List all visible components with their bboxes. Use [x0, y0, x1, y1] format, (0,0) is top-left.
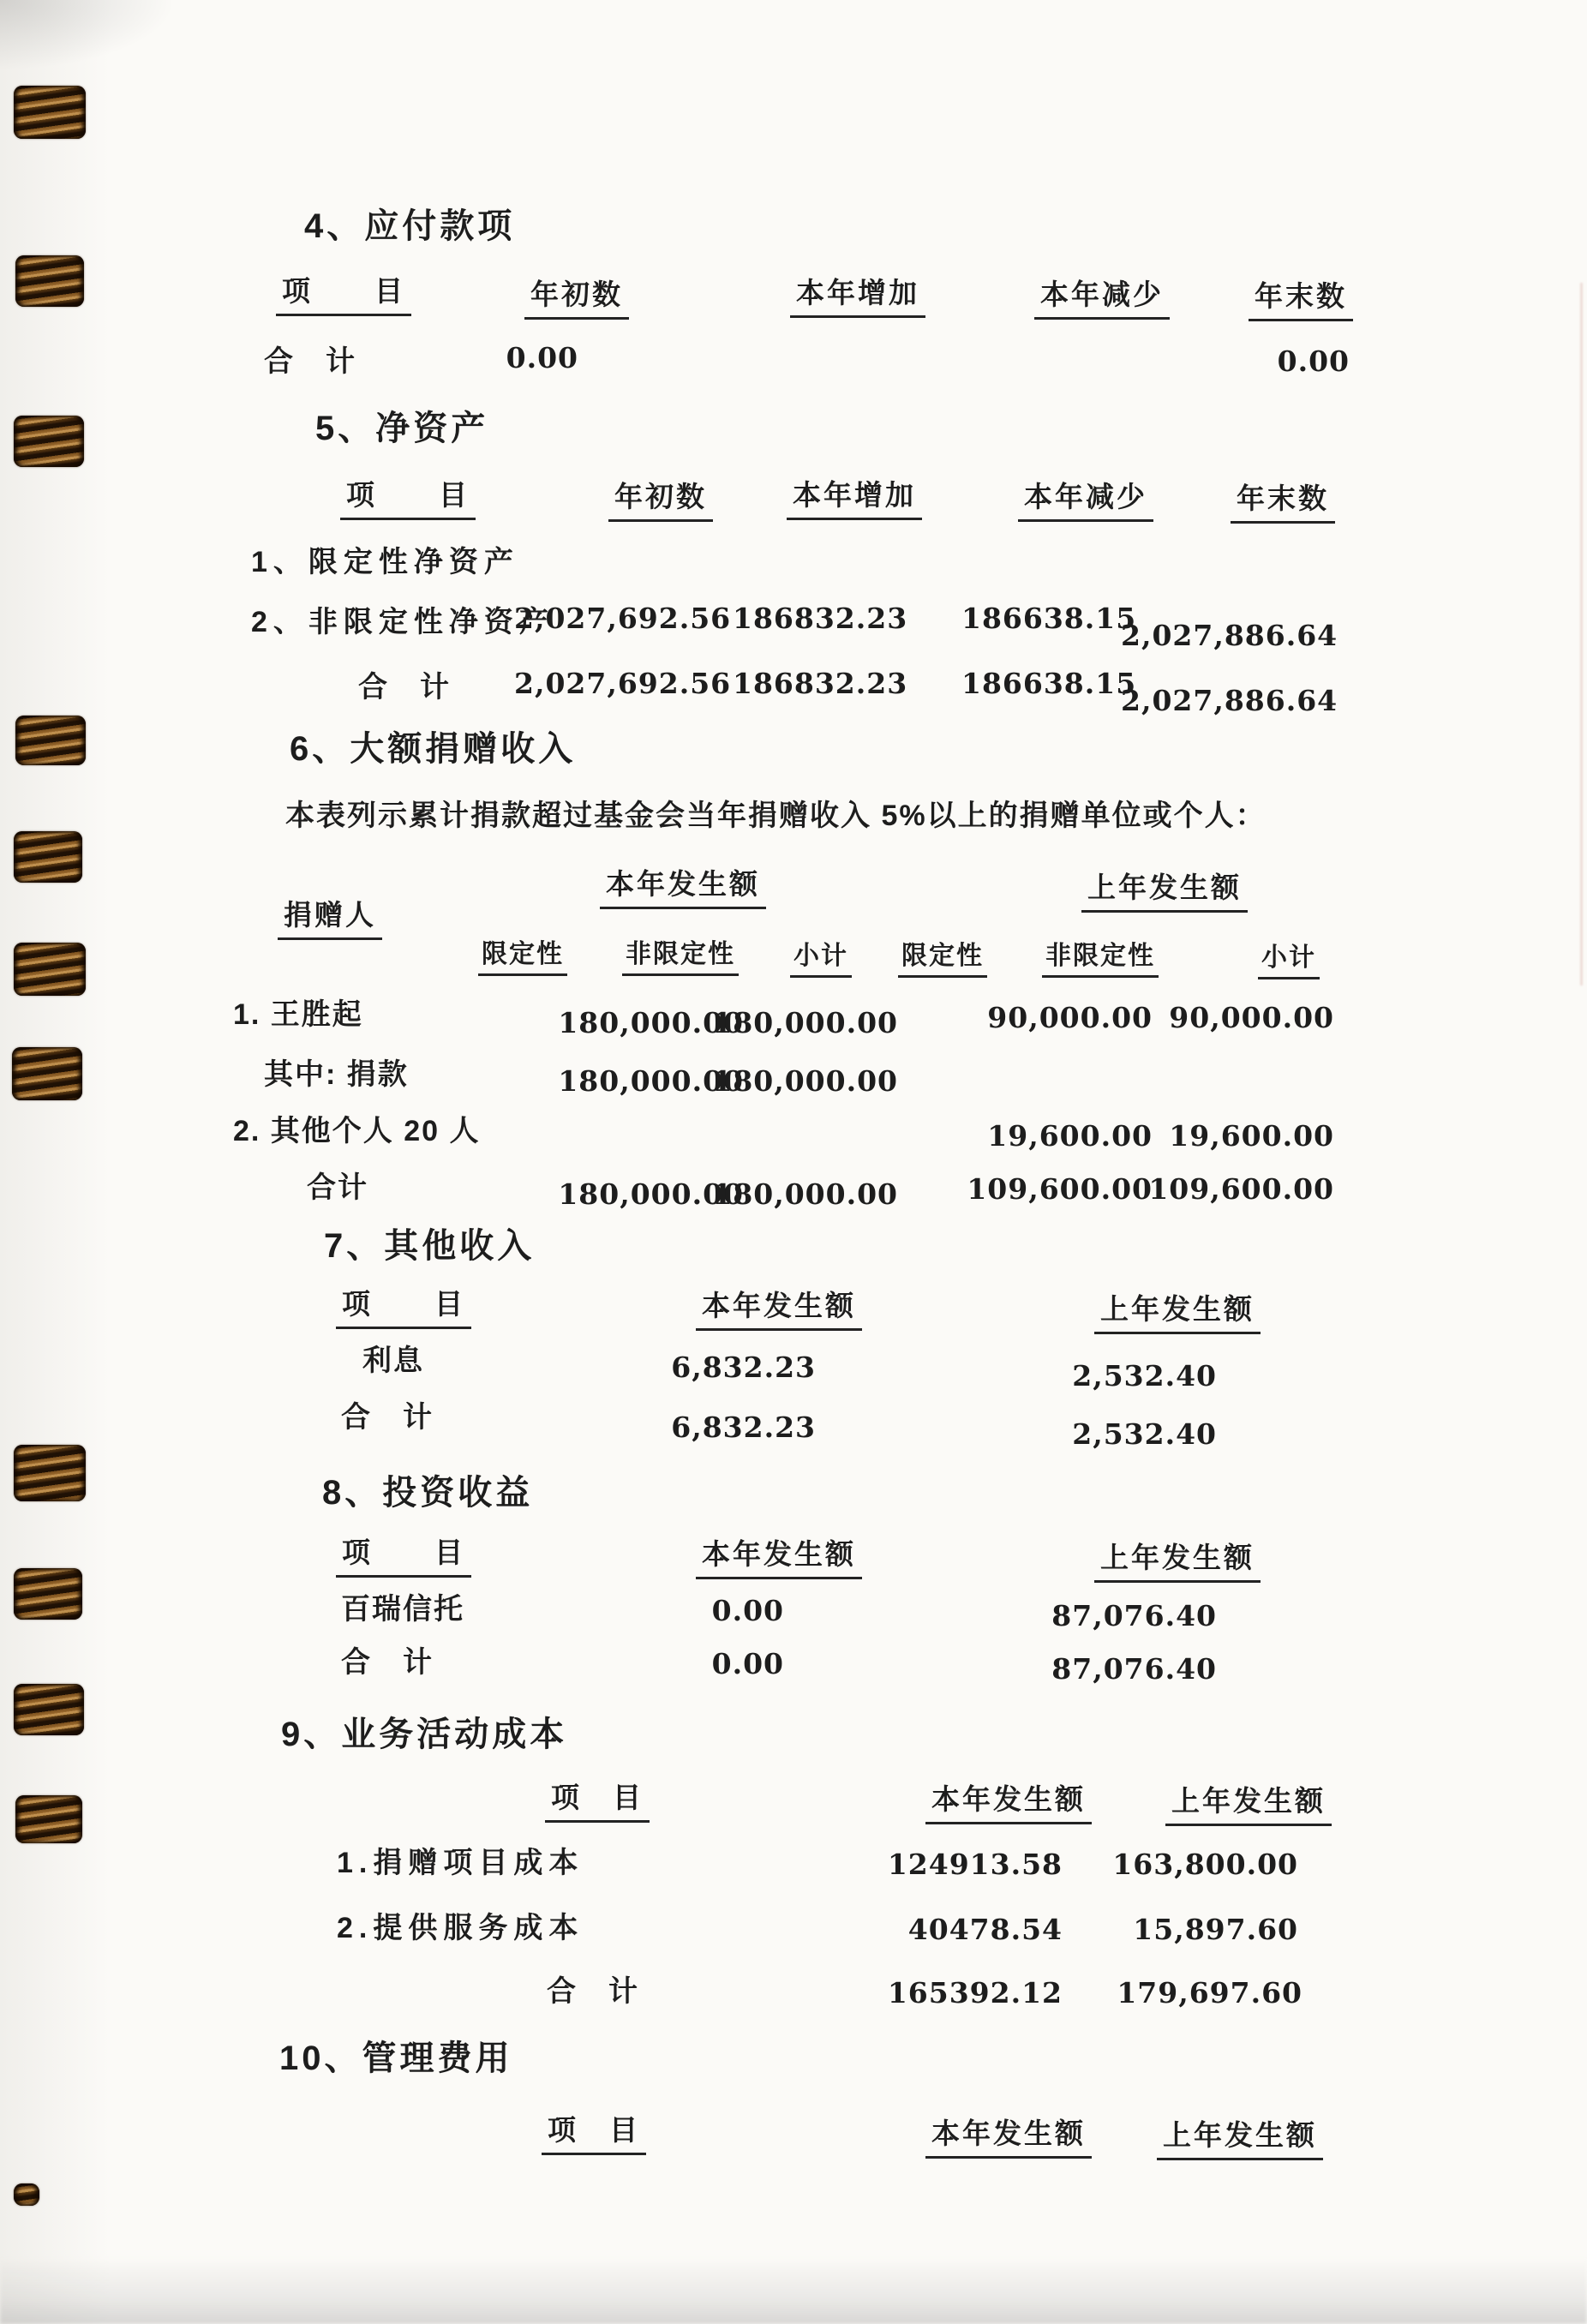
- s6-row3-label: 2. 其他个人 20 人: [233, 1115, 481, 1147]
- s6-col-donor: 捐赠人: [278, 893, 382, 940]
- s7-interest-current: 6,832.23: [671, 1351, 816, 1384]
- s7-col-current-year: 本年发生额: [696, 1284, 862, 1331]
- s8-col-previous-year: 上年发生额: [1094, 1536, 1261, 1583]
- s6-row2-subtotal-cur: 180,000.00: [712, 1064, 898, 1098]
- scan-shadow-left: [0, 0, 120, 2324]
- s6-col-current-year: 本年发生额: [600, 862, 766, 909]
- s10-col-item: 项 目: [542, 2108, 646, 2155]
- s6-note: 本表列示累计捐款超过基金会当年捐赠收入 5%以上的捐赠单位或个人：: [285, 800, 1267, 832]
- s5-total-label: 合 计: [358, 671, 451, 704]
- s7-total-previous: 2,532.40: [1072, 1417, 1217, 1451]
- s9-service-cost-previous: 15,897.60: [1133, 1913, 1298, 1946]
- scan-haze-bottom: [0, 2257, 1587, 2324]
- s6-sub-unrestricted-cur: 非限定性: [622, 932, 739, 976]
- s8-col-item: 项 目: [336, 1530, 471, 1578]
- s7-col-previous-year: 上年发生额: [1094, 1287, 1261, 1334]
- s4-total-label: 合 计: [264, 345, 356, 378]
- page-edge-line: [1580, 283, 1583, 985]
- s6-sub-restricted-cur: 限定性: [478, 932, 567, 976]
- s5-total-increase: 186832.23: [733, 667, 908, 700]
- s9-col-item: 项 目: [545, 1776, 650, 1823]
- binding-stitch-mark: [14, 416, 84, 467]
- s4-col-item: 项 目: [276, 269, 411, 316]
- s6-total-subtotal-cur: 180,000.00: [712, 1177, 898, 1211]
- s10-col-previous-year: 上年发生额: [1157, 2113, 1323, 2160]
- binding-stitch-mark: [14, 1684, 84, 1735]
- section-5-title: 5、净资产: [315, 410, 489, 447]
- s5-col-year-end: 年末数: [1231, 476, 1335, 524]
- s9-total-current: 165392.12: [887, 1976, 1063, 2010]
- section-6-title: 6、大额捐赠收入: [290, 730, 577, 768]
- s5-total-decrease: 186638.15: [961, 667, 1137, 700]
- section-7-title: 7、其他收入: [324, 1227, 536, 1265]
- s5-col-year-increase: 本年增加: [787, 473, 922, 520]
- s6-sub-unrestricted-prev: 非限定性: [1042, 934, 1159, 978]
- s4-col-year-end: 年末数: [1249, 274, 1353, 321]
- s6-total-subtotal-prev: 109,600.00: [1148, 1172, 1334, 1206]
- s6-row1-label: 1. 王胜起: [233, 998, 363, 1031]
- s5-total-year-end: 2,027,886.64: [1121, 684, 1338, 717]
- s6-row3-subtotal-prev: 19,600.00: [1169, 1119, 1334, 1153]
- s8-total-label: 合 计: [341, 1646, 434, 1679]
- s6-col-previous-year: 上年发生额: [1081, 866, 1248, 913]
- s6-total-label: 合计: [307, 1171, 368, 1204]
- binding-stitch-mark: [14, 943, 86, 996]
- s9-total-previous: 179,697.60: [1117, 1976, 1303, 2010]
- binding-stitch-mark: [12, 1047, 82, 1100]
- s5-unrestricted-year-begin: 2,027,692.56: [514, 602, 732, 635]
- section-10-title: 10、管理费用: [279, 2039, 513, 2077]
- s4-col-year-begin: 年初数: [524, 273, 629, 320]
- s5-unrestricted-decrease: 186638.15: [961, 602, 1137, 635]
- s7-interest-previous: 2,532.40: [1072, 1359, 1217, 1393]
- section-9-title: 9、业务活动成本: [281, 1716, 568, 1753]
- binding-stitch-mark: [14, 1445, 86, 1501]
- s9-service-cost-current: 40478.54: [907, 1913, 1063, 1946]
- s8-total-previous: 87,076.40: [1051, 1652, 1217, 1686]
- s9-row-service-cost-label: 2.提供服务成本: [337, 1912, 584, 1944]
- s6-row1-subtotal-prev: 90,000.00: [1169, 1001, 1334, 1034]
- s6-total-unrestricted-cur: 180,000.00: [558, 1177, 744, 1211]
- binding-stitch-mark: [14, 831, 82, 883]
- binding-stitch-mark: [14, 86, 86, 139]
- section-8-title: 8、投资收益: [322, 1474, 534, 1512]
- s4-total-year-end: 0.00: [1277, 344, 1350, 378]
- binding-stitch-mark: [14, 1568, 82, 1620]
- s9-donation-cost-current: 124913.58: [887, 1848, 1063, 1881]
- s6-sub-restricted-prev: 限定性: [898, 934, 987, 978]
- s8-trust-previous: 87,076.40: [1051, 1599, 1217, 1632]
- s5-unrestricted-year-end: 2,027,886.64: [1121, 619, 1338, 652]
- s9-col-previous-year: 上年发生额: [1165, 1779, 1332, 1826]
- s6-row1-unrestricted-cur: 180,000.00: [558, 1006, 744, 1039]
- s5-col-year-decrease: 本年减少: [1018, 475, 1153, 522]
- s8-trust-current: 0.00: [711, 1594, 784, 1627]
- s8-total-current: 0.00: [711, 1647, 784, 1680]
- s9-row-donation-cost-label: 1.捐赠项目成本: [337, 1847, 584, 1879]
- s6-sub-subtotal-prev: 小计: [1258, 936, 1320, 979]
- s7-col-item: 项 目: [336, 1282, 471, 1329]
- s7-total-current: 6,832.23: [671, 1411, 816, 1444]
- s6-sub-subtotal-cur: 小计: [790, 934, 852, 978]
- s6-row1-unrestricted-prev: 90,000.00: [987, 1001, 1153, 1034]
- s8-col-current-year: 本年发生额: [696, 1532, 862, 1579]
- binding-stitch-mark: [14, 2183, 39, 2206]
- s10-col-current-year: 本年发生额: [925, 2111, 1092, 2159]
- s4-col-year-increase: 本年增加: [790, 271, 925, 318]
- s8-row-trust-label: 百瑞信托: [341, 1593, 464, 1626]
- s4-col-year-decrease: 本年减少: [1034, 273, 1170, 320]
- s6-row3-unrestricted-prev: 19,600.00: [987, 1119, 1153, 1153]
- s5-total-year-begin: 2,027,692.56: [514, 667, 732, 700]
- binding-stitch-mark: [15, 1795, 82, 1843]
- binding-stitch-mark: [15, 255, 84, 307]
- s9-total-label: 合 计: [547, 1975, 639, 2008]
- s6-row2-label: 其中: 捐款: [264, 1058, 409, 1091]
- s5-row-restricted-label: 1、限定性净资产: [251, 546, 519, 578]
- s9-col-current-year: 本年发生额: [925, 1777, 1092, 1824]
- s5-row-unrestricted-label: 2、非限定性净资产: [251, 606, 554, 638]
- binding-stitch-mark: [15, 716, 86, 765]
- s5-unrestricted-increase: 186832.23: [733, 602, 908, 635]
- s7-row-interest-label: 利息: [362, 1345, 424, 1377]
- s6-total-unrestricted-prev: 109,600.00: [967, 1172, 1153, 1206]
- s9-donation-cost-previous: 163,800.00: [1112, 1848, 1298, 1881]
- s5-col-item: 项 目: [340, 473, 476, 520]
- s4-total-year-begin: 0.00: [506, 341, 578, 374]
- s6-row2-unrestricted-cur: 180,000.00: [558, 1064, 744, 1098]
- s5-col-year-begin: 年初数: [608, 475, 713, 522]
- s6-row1-subtotal-cur: 180,000.00: [712, 1006, 898, 1039]
- s7-total-label: 合 计: [341, 1401, 434, 1434]
- section-4-title: 4、应付款项: [304, 207, 516, 245]
